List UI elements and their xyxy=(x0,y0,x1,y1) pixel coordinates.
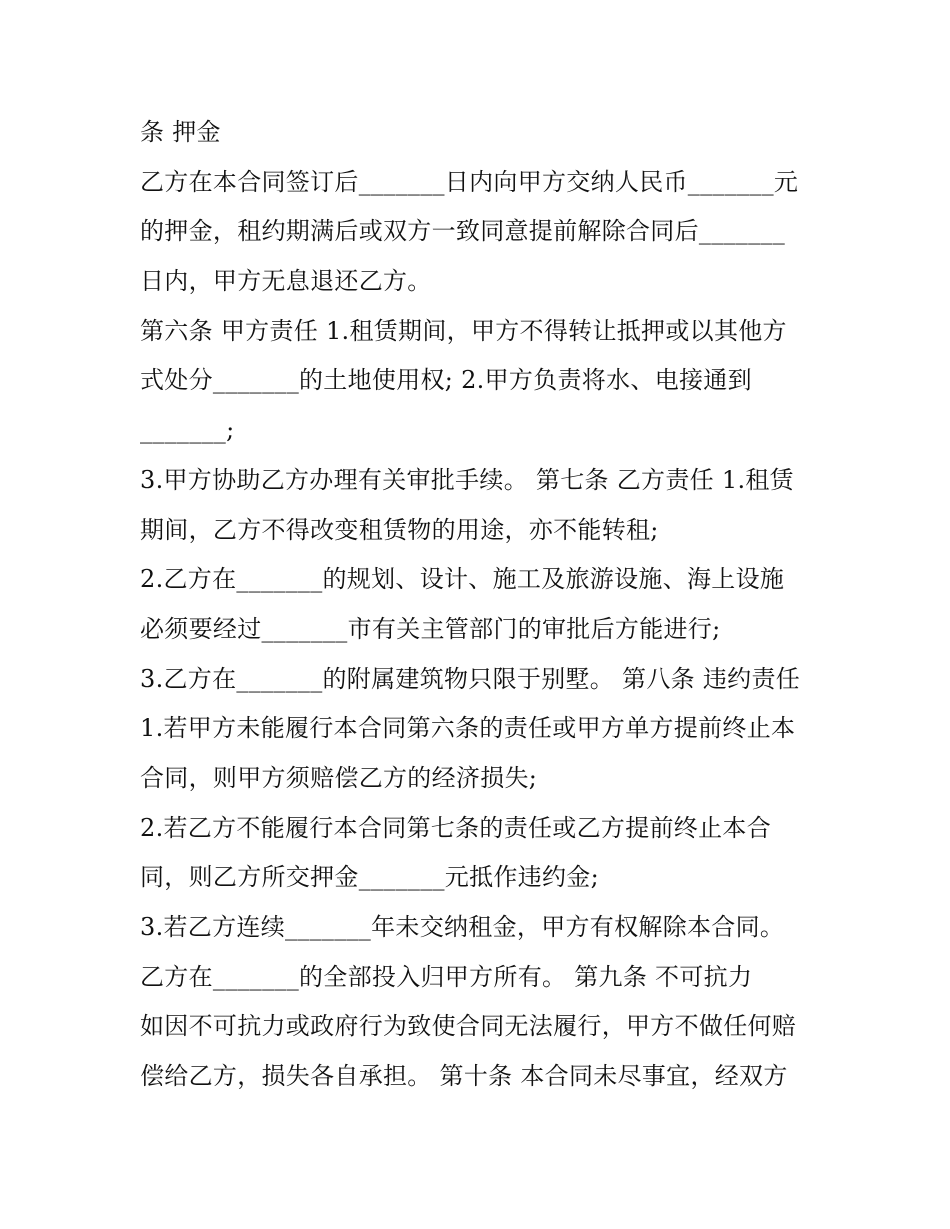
text-line: 2.乙方在_______的规划、设计、施工及旅游设施、海上设施 xyxy=(140,565,785,594)
text-line: 日内，甲方无息退还乙方。 xyxy=(140,267,432,296)
text-line: 第六条 甲方责任 1.租赁期间，甲方不得转让抵押或以其他方 xyxy=(140,316,787,345)
text-line: 条 押金 xyxy=(140,118,221,146)
text-line: 3.甲方协助乙方办理有关审批手续。 第七条 乙方责任 1.租赁 xyxy=(140,465,794,494)
text-line: 式处分_______的土地使用权; 2.甲方负责将水、电接通到 xyxy=(140,366,752,395)
text-line: _______; xyxy=(140,416,235,445)
text-line: 的押金，租约期满后或双方一致同意提前解除合同后_______ xyxy=(140,217,785,246)
text-line: 3.若乙方连续_______年未交纳租金，甲方有权解除本合同。 xyxy=(140,913,785,941)
text-line: 偿给乙方，损失各自承担。 第十条 本合同未尽事宜，经双方 xyxy=(140,1062,788,1091)
text-line: 乙方在本合同签订后_______日内向甲方交纳人民币_______元 xyxy=(140,167,799,196)
text-line: 2.若乙方不能履行本合同第七条的责任或乙方提前终止本合 xyxy=(140,813,771,842)
text-line: 期间，乙方不得改变租赁物的用途，亦不能转租; xyxy=(140,515,659,544)
text-line: 必须要经过_______市有关主管部门的审批后方能进行; xyxy=(140,614,721,643)
text-line: 1.若甲方未能履行本合同第六条的责任或甲方单方提前终止本 xyxy=(140,714,796,743)
text-line: 如因不可抗力或政府行为致使合同无法履行，甲方不做任何赔 xyxy=(140,1012,797,1041)
text-line: 3.乙方在_______的附属建筑物只限于别墅。 第八条 违约责任 xyxy=(140,664,801,693)
text-line: 同，则乙方所交押金_______元抵作违约金; xyxy=(140,863,599,892)
contract-text xyxy=(140,108,830,1102)
text-line: 合同，则甲方须赔偿乙方的经济损失; xyxy=(140,763,538,792)
text-line: 乙方在_______的全部投入归甲方所有。 第九条 不可抗力 xyxy=(140,962,753,991)
